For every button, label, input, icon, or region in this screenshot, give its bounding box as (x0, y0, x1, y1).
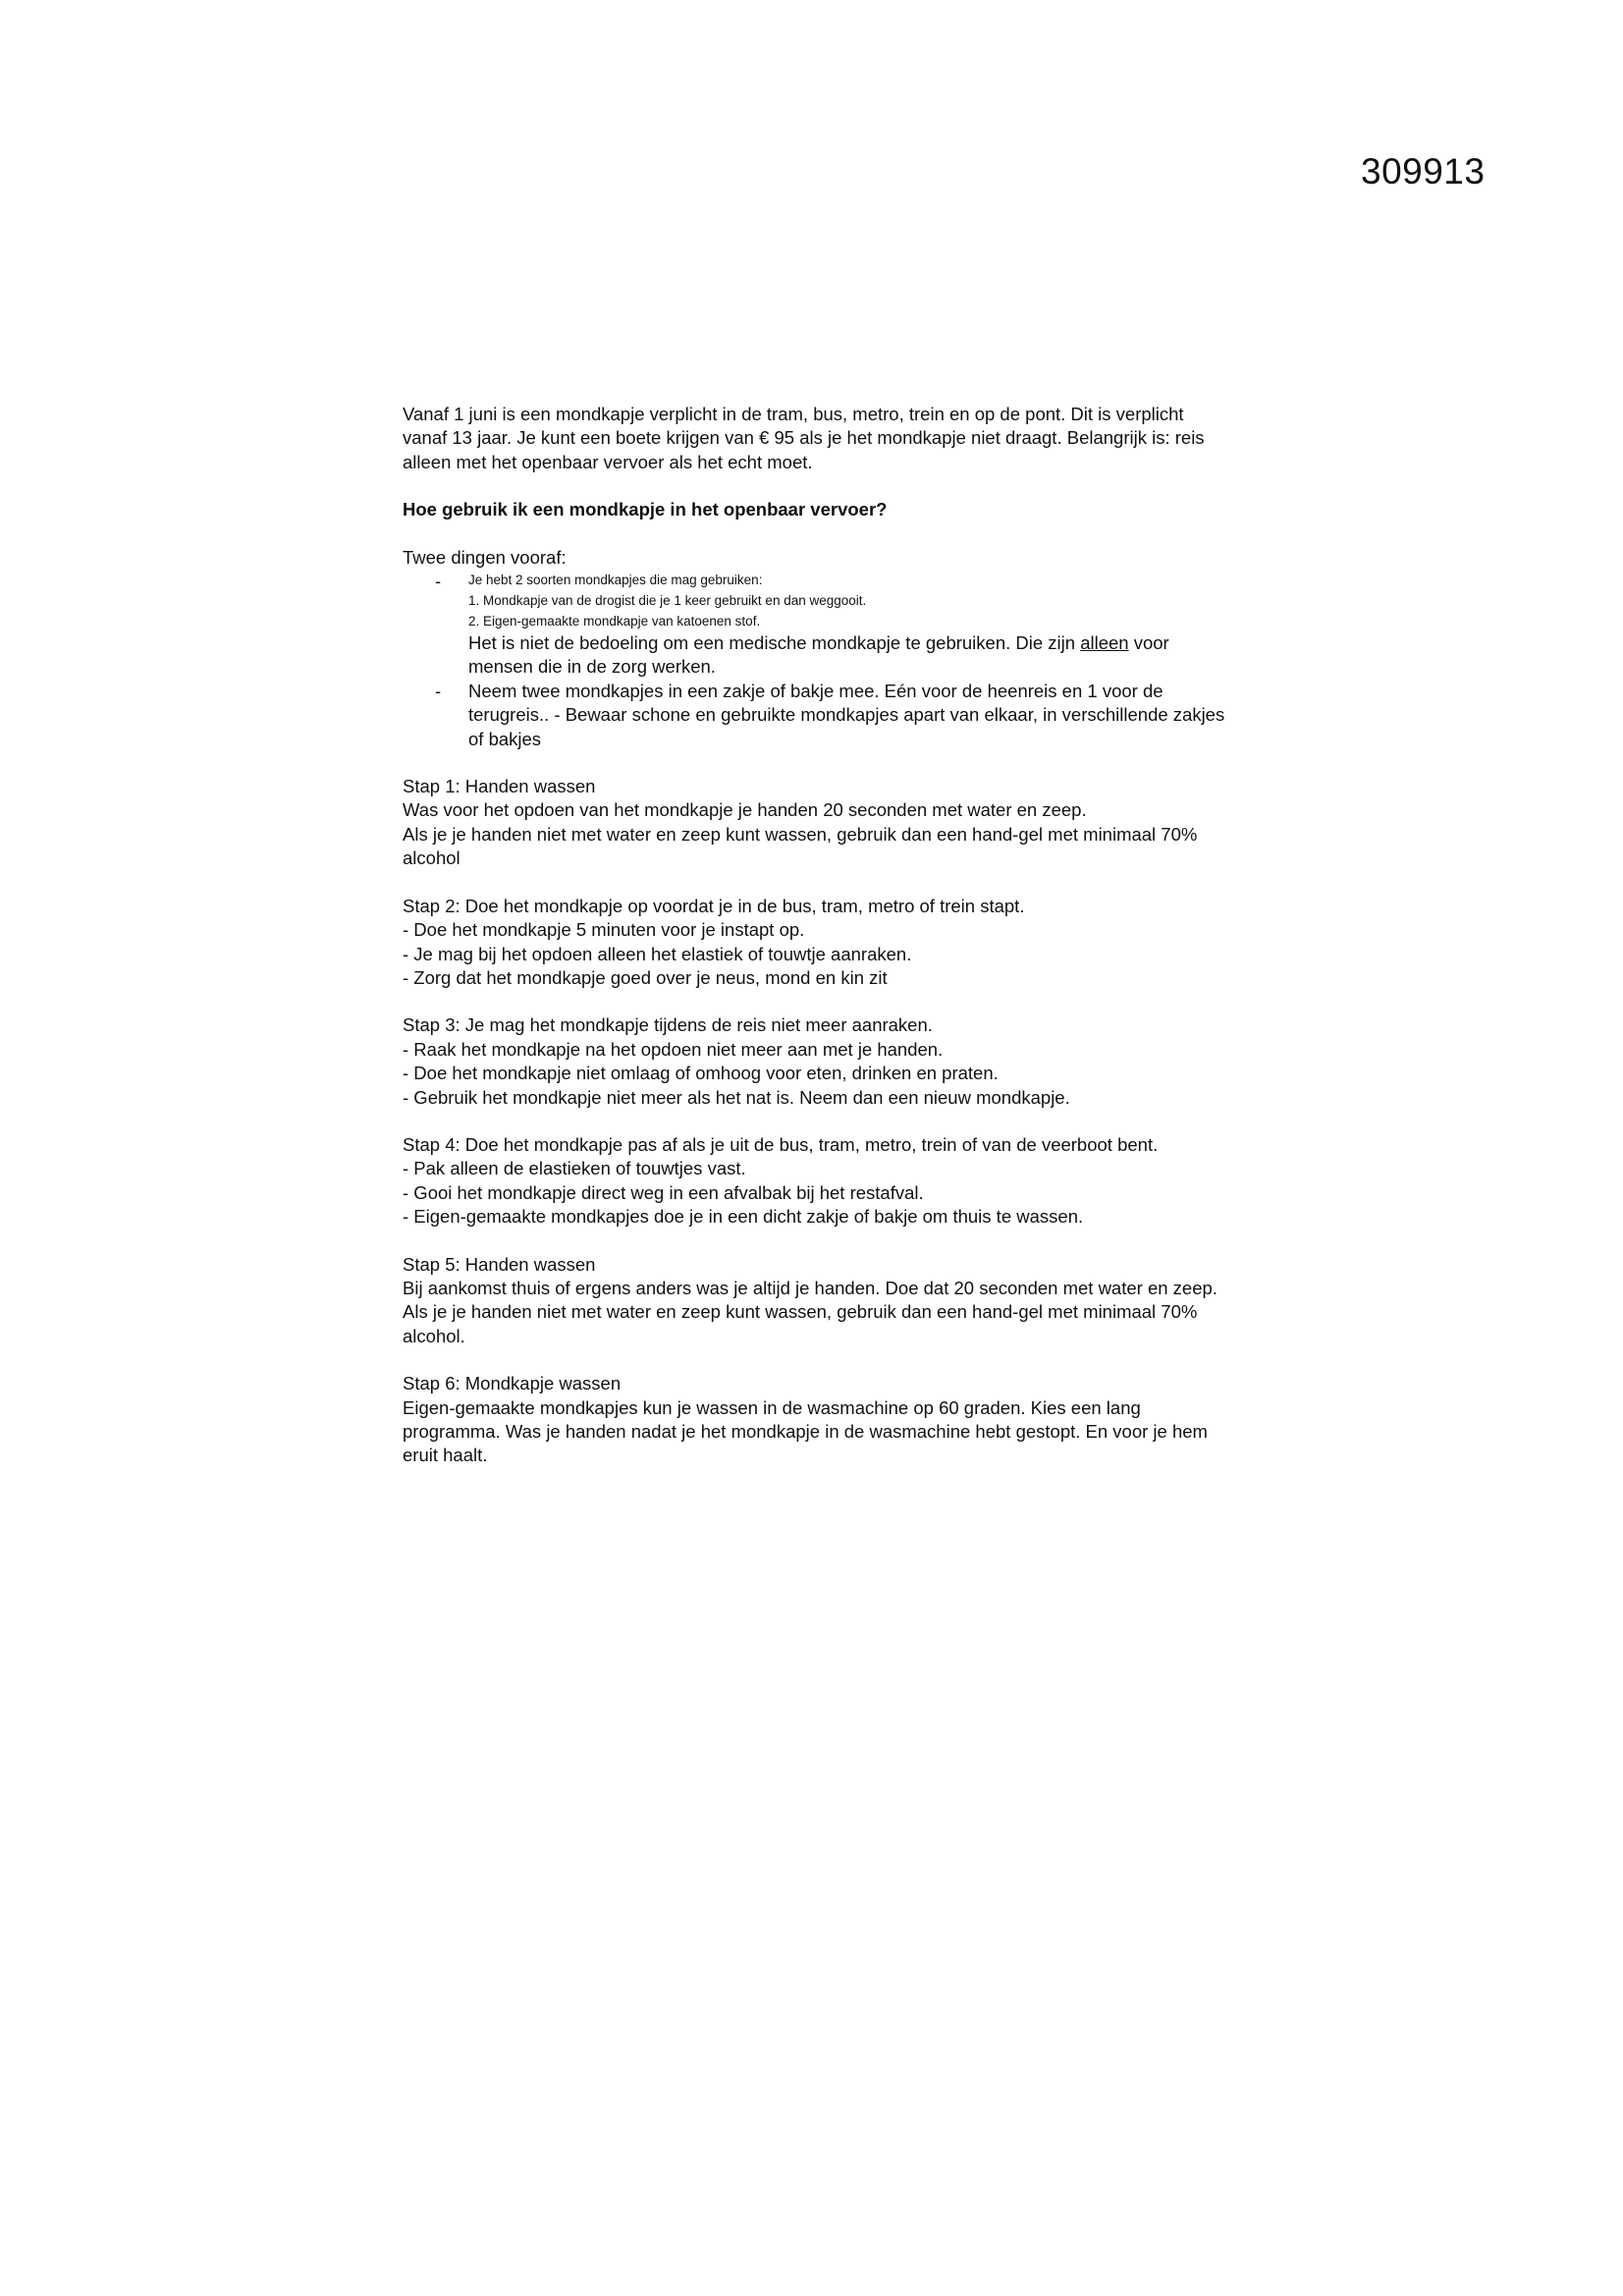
step-1 (403, 775, 1247, 871)
text-line: - Pak alleen de elastieken of touwtjes vast. (403, 1158, 746, 1179)
step-5 (403, 1253, 1247, 1349)
bullet-item-2 (403, 680, 1247, 751)
text-line: terugreis.. - Bewaar schone en gebruikte mondkapjes apart van elkaar, in verschillende zakjes (468, 704, 1225, 726)
text-line: - Doe het mondkapje niet omlaag of omhoog voor eten, drinken en praten. (403, 1063, 999, 1084)
step-title: Stap 4: Doe het mondkapje pas af als je uit de bus, tram, metro, trein of van de veerboot bent. (403, 1133, 1159, 1155)
text-line: - Gooi het mondkapje direct weg in een afvalbak bij het restafval. (403, 1181, 924, 1203)
text-line: - Eigen-gemaakte mondkapjes doe je in een dicht zakje of bakje om thuis te wassen. (403, 1206, 1084, 1228)
text-line: Als je je handen niet met water en zeep kunt wassen, gebruik dan een hand-gel met minimaal 70% (403, 1301, 1198, 1323)
text-line: programma. Was je handen nadat je het mondkapje in de wasmachine hebt gestopt. En voor je hem (403, 1421, 1208, 1442)
bullet-list (403, 570, 1247, 751)
bullet-item-1 (403, 570, 1247, 680)
vooraf-label: Twee dingen vooraf: (403, 546, 567, 568)
bullet-dash: - (435, 680, 442, 701)
text-line: eruit haalt. (403, 1445, 488, 1466)
step-3 (403, 1013, 1247, 1110)
step-2 (403, 895, 1247, 991)
intro-paragraph (403, 403, 1247, 474)
text-line: alleen met het openbaar vervoer als het echt moet. (403, 451, 813, 472)
step-title: Stap 3: Je mag het mondkapje tijdens de reis niet meer aanraken. (403, 1014, 933, 1036)
text-line: Je hebt 2 soorten mondkapjes die mag gebruiken: (468, 573, 763, 588)
text-line: alcohol (403, 847, 460, 869)
text-line: Het is niet de bedoeling om een medische mondkapje te gebruiken. Die zijn alleen voor (468, 632, 1169, 654)
step-title: Stap 1: Handen wassen (403, 776, 596, 797)
step-4 (403, 1133, 1247, 1230)
step-title: Stap 6: Mondkapje wassen (403, 1373, 622, 1394)
step-title: Stap 2: Doe het mondkapje op voordat je in de bus, tram, metro of trein stapt. (403, 895, 1025, 916)
document-id: 309913 (1361, 151, 1486, 191)
bullet-dash: - (435, 571, 442, 592)
text-line: Als je je handen niet met water en zeep kunt wassen, gebruik dan een hand-gel met minimaal 70% (403, 823, 1198, 845)
text-line: 1. Mondkapje van de drogist die je 1 keer gebruikt en dan weggooit. (468, 593, 867, 609)
text-line: - Doe het mondkapje 5 minuten voor je instapt op. (403, 919, 805, 941)
text-line: Was voor het opdoen van het mondkapje je handen 20 seconden met water en zeep. (403, 799, 1087, 821)
text-line: - Je mag bij het opdoen alleen het elastiek of touwtje aanraken. (403, 943, 912, 964)
text-line: mensen die in de zorg werken. (468, 656, 716, 678)
text-line: of bakjes (468, 728, 542, 749)
underlined-word: alleen (1080, 632, 1129, 654)
step-title: Stap 5: Handen wassen (403, 1253, 596, 1275)
text-line: alcohol. (403, 1325, 465, 1346)
step-6 (403, 1372, 1247, 1468)
text-line: vanaf 13 jaar. Je kunt een boete krijgen van € 95 als je het mondkapje niet draagt. Belangrijk is: reis (403, 427, 1205, 449)
text-line: 2. Eigen-gemaakte mondkapje van katoenen stof. (468, 614, 761, 629)
text-line: - Zorg dat het mondkapje goed over je neus, mond en kin zit (403, 966, 888, 988)
document-body (403, 403, 1247, 1468)
text-line: - Raak het mondkapje na het opdoen niet meer aan met je handen. (403, 1038, 944, 1060)
text-line: Neem twee mondkapjes in een zakje of bakje mee. Eén voor de heenreis en 1 voor de (468, 680, 1163, 701)
text-line: Vanaf 1 juni is een mondkapje verplicht in de tram, bus, metro, trein en op de pont. Dit is verplicht (403, 404, 1184, 424)
text-line: Bij aankomst thuis of ergens anders was je altijd je handen. Doe dat 20 seconden met water en zeep. (403, 1277, 1217, 1298)
text-line: Eigen-gemaakte mondkapjes kun je wassen in de wasmachine op 60 graden. Kies een lang (403, 1396, 1141, 1418)
text-line: - Gebruik het mondkapje niet meer als het nat is. Neem dan een nieuw mondkapje. (403, 1086, 1070, 1108)
section-heading: Hoe gebruik ik een mondkapje in het openbaar vervoer? (403, 499, 888, 520)
